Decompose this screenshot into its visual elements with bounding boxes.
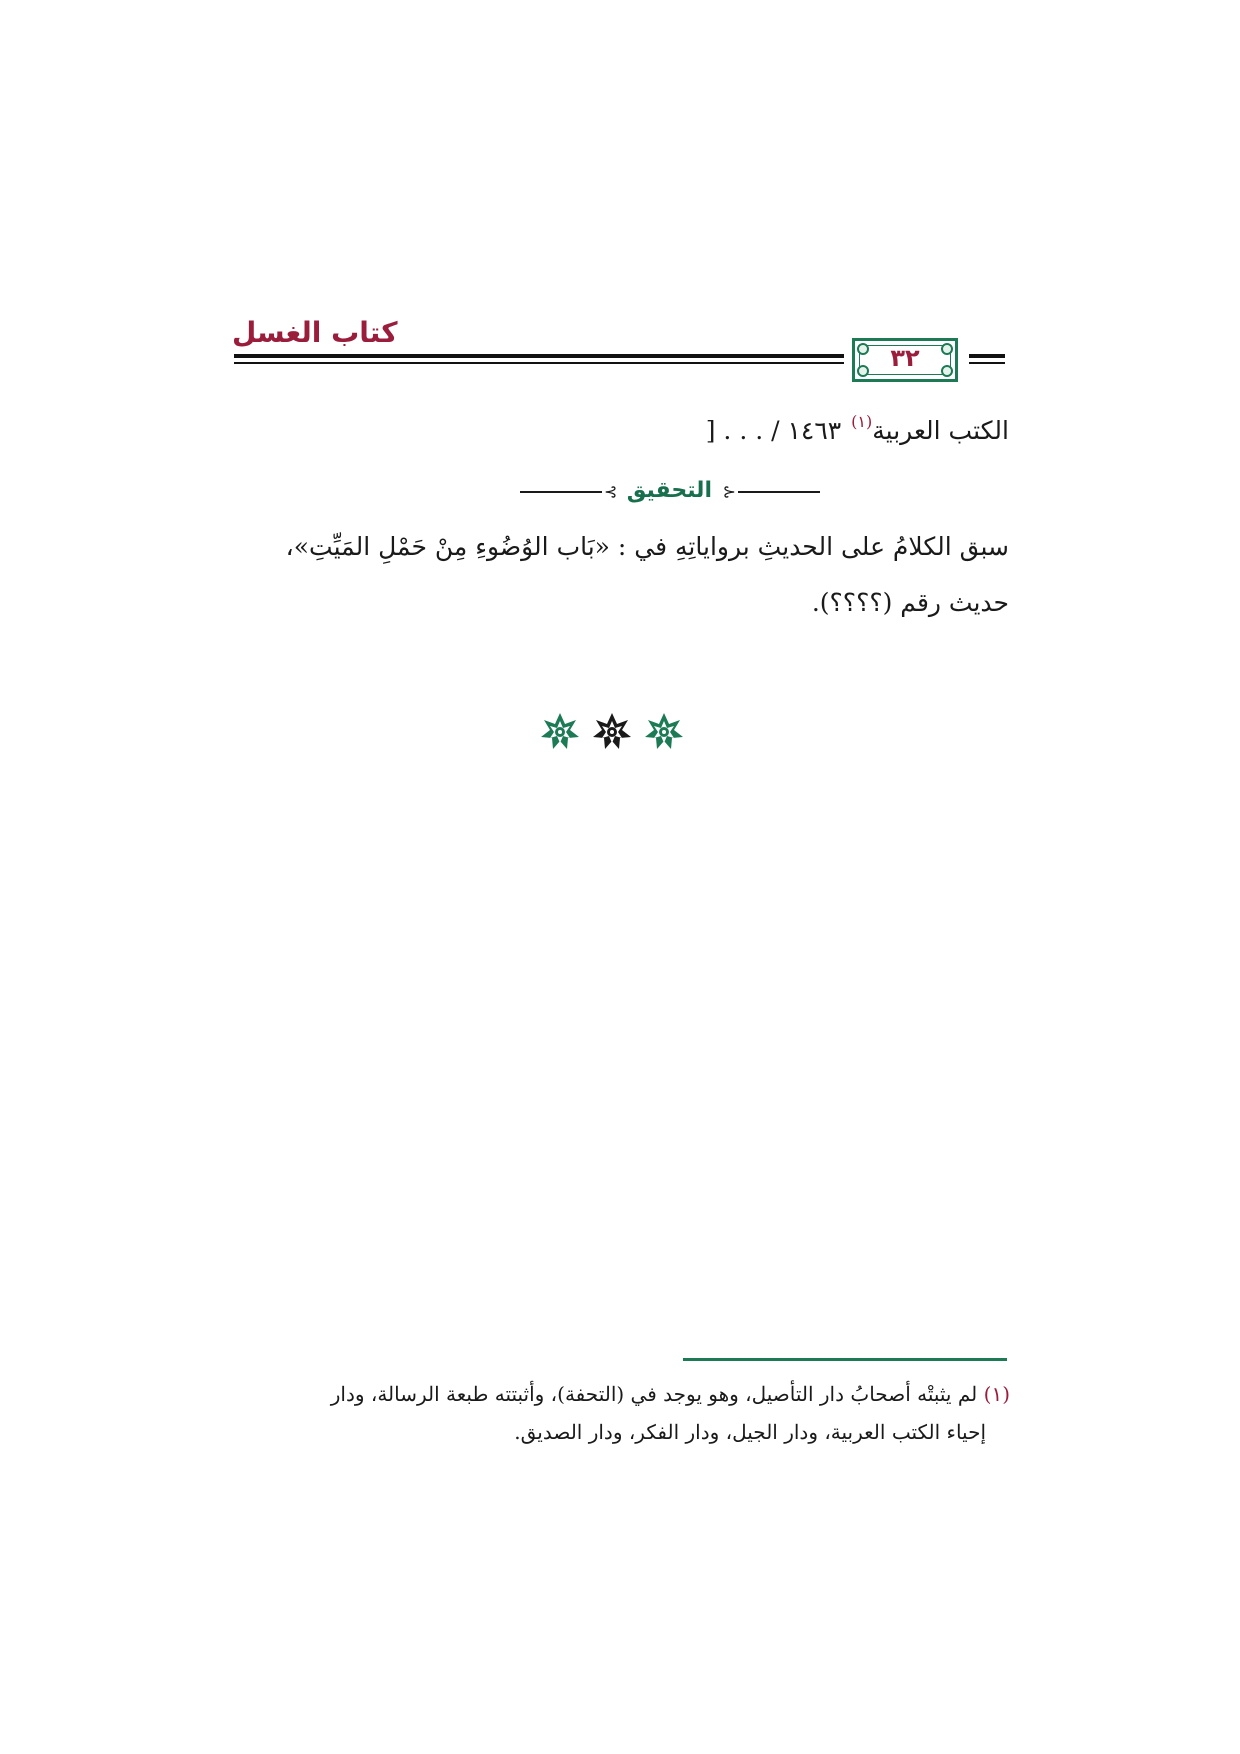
header-rule-thick xyxy=(234,354,844,358)
footnote-number: (١) xyxy=(983,1382,1010,1406)
header-rule-right-thin xyxy=(969,362,1005,364)
divider-line-right xyxy=(738,491,820,493)
page-number-frame xyxy=(852,338,958,382)
section-end-ornament xyxy=(540,712,700,756)
reference-number: ١٤٦٣ / . . . [ xyxy=(705,416,842,445)
section-divider xyxy=(520,476,820,508)
divider-ornament-right-icon: ⊱ xyxy=(722,482,736,501)
reference-text: الكتب العربية xyxy=(872,416,1009,445)
running-header-title: كتاب الغسل xyxy=(232,316,398,349)
footnote-separator xyxy=(683,1358,1007,1361)
flower-ornament-icon xyxy=(644,712,684,752)
footnote-text: لم يثبتْه أصحابُ دار التأصيل، وهو يوجد في (التحفة)، وأثبتته طبعة الرسالة، ودار xyxy=(330,1382,978,1406)
paragraph-line: حديث رقم (؟؟؟؟). xyxy=(811,588,1009,617)
footnote-line xyxy=(331,1382,1010,1406)
divider-ornament-left-icon: ⊰ xyxy=(604,482,618,501)
reference-line xyxy=(706,412,1009,445)
footnote-line: إحياء الكتب العربية، ودار الجيل، ودار الفكر، ودار الصديق. xyxy=(514,1420,986,1444)
section-title: التحقيق xyxy=(626,478,712,503)
flower-ornament-icon xyxy=(540,712,580,752)
page-number: ٣٢ xyxy=(890,344,920,372)
header-rule-thin xyxy=(234,362,844,364)
flower-ornament-icon xyxy=(592,712,632,752)
paragraph-line: سبق الكلامُ على الحديثِ برواياتِهِ في : «بَاب الوُضُوءِ مِنْ حَمْلِ المَيِّتِ»، xyxy=(285,532,1009,561)
footnote-marker[interactable]: (١) xyxy=(851,412,873,431)
header-rule-right-thick xyxy=(969,354,1005,358)
divider-line-left xyxy=(520,491,602,493)
